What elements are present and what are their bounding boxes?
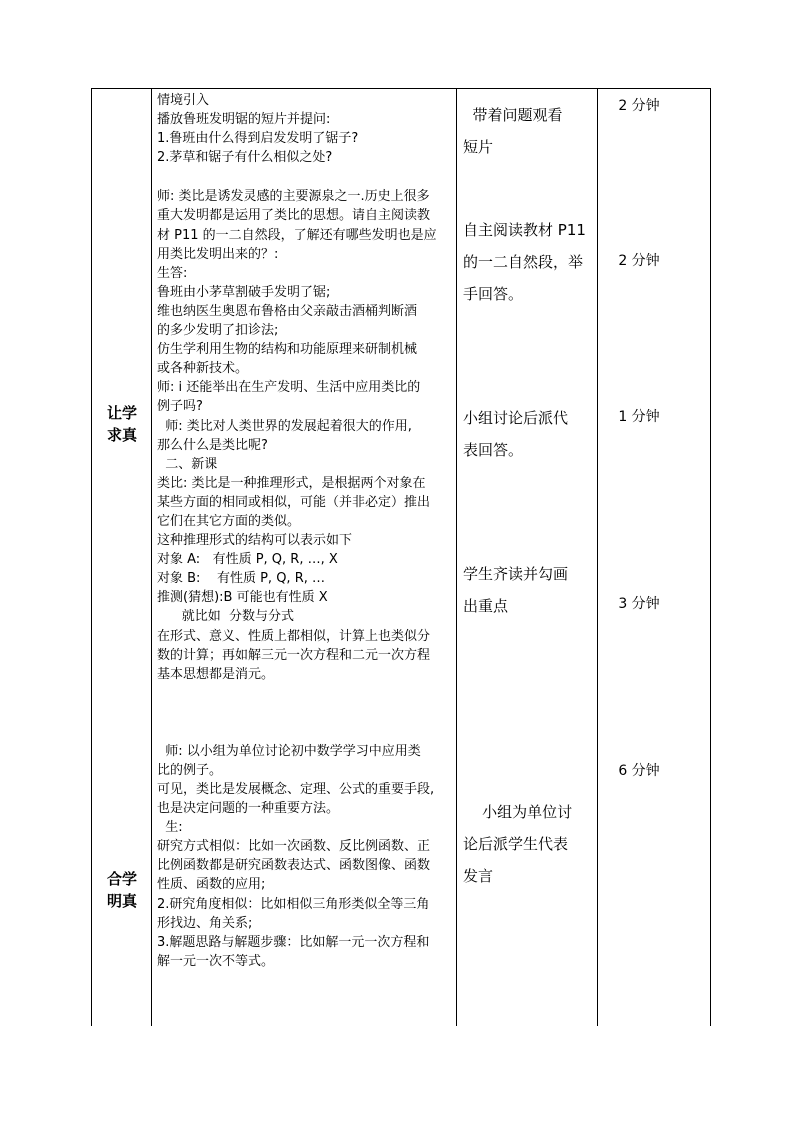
text-line: 基本思想都是消元。: [157, 666, 275, 682]
text-line: 师: 以小组为单位讨论初中数学学习中应用类: [157, 743, 421, 759]
stage-label-2: [96, 868, 148, 912]
text-line: 情境引入: [157, 93, 210, 108]
text-line: 那么什么是类比呢?: [157, 437, 268, 453]
spacer: [157, 684, 450, 742]
text-line: 师: 类比是诱发灵感的主要源泉之一.历史上很多: [157, 189, 430, 205]
time-1: 2 分钟: [618, 98, 660, 114]
text-line: 某些方面的相同或相似，可能（并非必定）推出: [157, 494, 431, 510]
student-activity-2: 自主阅读教材 P11 的一二自然段，举 手回答。: [463, 221, 586, 303]
text-line: 解一元一次不等式。: [157, 953, 275, 969]
stage-label-1-line2: 求真: [106, 426, 137, 444]
time-5: 6 分钟: [618, 763, 660, 779]
text-line: 对象 A: 有性质 P, Q, R, …, X: [157, 552, 338, 568]
student-activity-3: 小组讨论后派代 表回答。: [463, 409, 569, 459]
text-line: 师: i 还能举出在生产发明、生活中应用类比的: [157, 380, 421, 396]
text-line: 也是决定问题的一种重要方法。: [157, 801, 340, 817]
text-line: 对象 B: 有性质 P, Q, R, …: [157, 571, 325, 587]
text-line: 重大发明都是运用了类比的思想。请自主阅读教: [157, 208, 431, 224]
text-line: 的多少发明了扣诊法;: [157, 323, 279, 339]
text-line: 数的计算；再如解三元一次方程和二元一次方程: [157, 647, 431, 663]
text-line: 1.鲁班由什么得到启发发明了锯子?: [157, 131, 359, 147]
text-line: 用类比发明出来的？:: [157, 246, 279, 262]
text-line: 播放鲁班发明锯的短片并提问:: [157, 112, 331, 128]
text-line: 就比如 分数与分式: [157, 609, 295, 625]
text-line: 维也纳医生奥恩布鲁格由父亲敲击酒桶判断酒: [157, 303, 418, 319]
stage-label-1: [96, 402, 148, 446]
text-line: 比的例子。: [157, 762, 223, 778]
text-line: 仿生学利用生物的结构和功能原理来研制机械: [157, 342, 418, 358]
time-4: 3 分钟: [618, 596, 660, 612]
text-line: 生:: [157, 820, 183, 836]
column-divider-3: [597, 88, 598, 1026]
stage-label-2-line1: 合学: [106, 870, 137, 888]
text-line: 材 P11 的一二自然段，了解还有哪些发明也是应: [157, 227, 437, 243]
text-line: 可见，类比是发展概念、定理、公式的重要手段,: [157, 782, 435, 797]
student-activity-5: 小组为单位讨 论后派学生代表 发言: [463, 803, 573, 885]
stage-label-1-line1: 让学: [106, 404, 137, 422]
text-line: 鲁班由小茅草割破手发明了锯;: [157, 284, 331, 300]
text-line: 2.茅草和锯子有什么相似之处?: [157, 150, 333, 166]
time-2: 2 分钟: [618, 253, 660, 269]
text-line: 形找边、角关系;: [157, 915, 253, 931]
text-line: 研究方式相似：比如一次函数、反比例函数、正: [157, 839, 431, 855]
table-top-border: [91, 88, 711, 89]
text-line: 类比: 类比是一种推理形式，是根据两个对象在: [157, 475, 426, 491]
text-line: 推测(猜想):B 可能也有性质 X: [157, 590, 328, 606]
time-3: 1 分钟: [618, 409, 660, 425]
text-line: 2.研究角度相似：比如相似三角形类似全等三角: [157, 896, 430, 912]
text-line: 例子吗?: [157, 399, 203, 415]
student-activity-1: 带着问题观看 短片: [463, 106, 563, 156]
text-line: 3.解题思路与解题步骤：比如解一元一次方程和: [157, 934, 430, 950]
text-line: 或各种新技术。: [157, 361, 249, 377]
student-activity-4: 学生齐读并勾画 出重点: [463, 565, 569, 615]
spacer: [157, 167, 450, 187]
teacher-activity-content: [157, 91, 450, 971]
table-right-border: [710, 88, 711, 1026]
stage-label-2-line2: 明真: [106, 892, 137, 910]
column-divider-2: [456, 88, 457, 1026]
table-left-border: [91, 88, 92, 1026]
text-line: 在形式、意义、性质上都相似，计算上也类似分: [157, 628, 431, 644]
text-line: 它们在其它方面的类似。: [157, 513, 301, 529]
text-line: 师: 类比对人类世界的发展起着很大的作用,: [157, 418, 412, 434]
text-line: 比例函数都是研究函数表达式、函数图像、函数: [157, 858, 431, 874]
text-line: 生答:: [157, 265, 188, 281]
text-line: 这种推理形式的结构可以表示如下: [157, 533, 353, 549]
column-divider-1: [151, 88, 152, 1026]
text-line: 二、新课: [157, 456, 218, 472]
text-line: 性质、函数的应用;: [157, 877, 266, 893]
